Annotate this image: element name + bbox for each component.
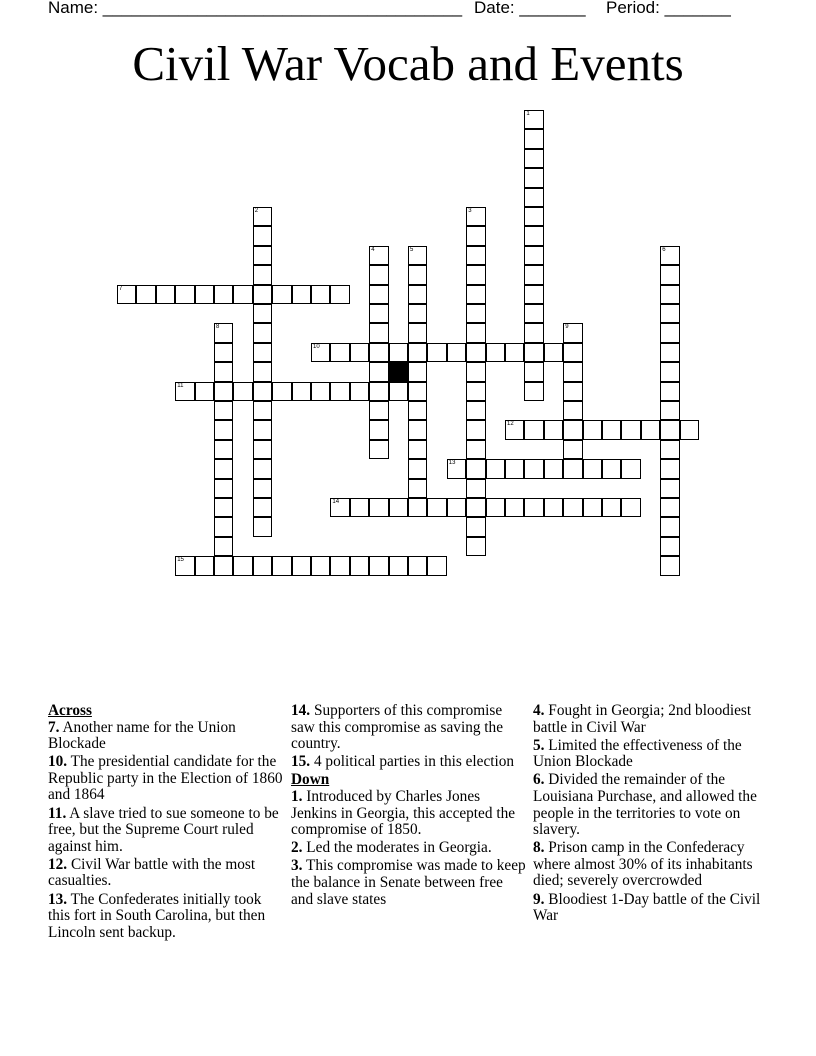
grid-cell[interactable] [408, 459, 427, 478]
grid-cell[interactable] [408, 323, 427, 342]
grid-cell[interactable] [524, 129, 543, 148]
grid-cell[interactable] [660, 517, 679, 536]
grid-cell[interactable] [486, 498, 505, 517]
grid-cell[interactable] [466, 304, 485, 323]
clues-column-3 [533, 703, 769, 926]
grid-cell[interactable] [253, 382, 272, 401]
black-cell [389, 362, 408, 381]
clue-number: 1 [526, 111, 530, 117]
grid-cell[interactable] [408, 556, 427, 575]
grid-cell[interactable] [524, 382, 543, 401]
grid-cell[interactable] [524, 246, 543, 265]
grid-cell[interactable] [214, 323, 233, 342]
grid-cell[interactable] [389, 382, 408, 401]
grid-cell[interactable] [292, 285, 311, 304]
grid-cell[interactable] [408, 401, 427, 420]
grid-cell[interactable] [330, 498, 349, 517]
grid-cell[interactable] [563, 323, 582, 342]
grid-cell[interactable] [408, 440, 427, 459]
grid-cell[interactable] [583, 420, 602, 439]
grid-cell[interactable] [330, 343, 349, 362]
grid-cell[interactable] [311, 343, 330, 362]
grid-cell[interactable] [214, 382, 233, 401]
grid-cell[interactable] [195, 556, 214, 575]
grid-cell[interactable] [233, 382, 252, 401]
grid-cell[interactable] [369, 401, 388, 420]
grid-cell[interactable] [389, 556, 408, 575]
grid-cell[interactable] [311, 285, 330, 304]
grid-cell[interactable] [660, 459, 679, 478]
grid-cell[interactable] [524, 362, 543, 381]
grid-cell[interactable] [253, 362, 272, 381]
grid-cell[interactable] [524, 420, 543, 439]
grid-cell[interactable] [369, 265, 388, 284]
grid-cell[interactable] [292, 556, 311, 575]
name-field[interactable]: Name: ______________________________________ [48, 0, 463, 17]
grid-cell[interactable] [214, 343, 233, 362]
grid-cell[interactable] [660, 479, 679, 498]
grid-cell[interactable] [233, 285, 252, 304]
grid-cell[interactable] [660, 246, 679, 265]
grid-cell[interactable] [621, 459, 640, 478]
grid-cell[interactable] [660, 304, 679, 323]
grid-cell[interactable] [369, 382, 388, 401]
grid-cell[interactable] [408, 498, 427, 517]
grid-cell[interactable] [563, 362, 582, 381]
clue-across-15: 15. 4 political parties in this election [291, 753, 515, 771]
grid-cell[interactable] [544, 420, 563, 439]
grid-cell[interactable] [195, 285, 214, 304]
grid-cell[interactable] [563, 440, 582, 459]
clue-down-6: 6. Divided the remainder of the Louisiana Purchase, and allowed the people in the territories to vote on slavery. [533, 771, 757, 839]
grid-cell[interactable] [253, 420, 272, 439]
grid-cell[interactable] [369, 343, 388, 362]
grid-cell[interactable] [544, 459, 563, 478]
grid-cell[interactable] [369, 304, 388, 323]
grid-cell[interactable] [660, 556, 679, 575]
grid-cell[interactable] [427, 498, 446, 517]
grid-cell[interactable] [544, 343, 563, 362]
grid-cell[interactable] [408, 362, 427, 381]
clue-number: 13 [448, 460, 456, 467]
grid-cell[interactable] [447, 498, 466, 517]
grid-cell[interactable] [311, 382, 330, 401]
clue-down-4: 4. Fought in Georgia; 2nd bloodiest battle in Civil War [533, 702, 752, 736]
grid-cell[interactable] [466, 343, 485, 362]
grid-cell[interactable] [408, 343, 427, 362]
grid-cell[interactable] [602, 498, 621, 517]
grid-cell[interactable] [272, 285, 291, 304]
grid-cell[interactable] [253, 323, 272, 342]
grid-cell[interactable] [214, 479, 233, 498]
grid-cell[interactable] [524, 188, 543, 207]
grid-cell[interactable] [660, 265, 679, 284]
clues-column-1 [48, 703, 284, 943]
grid-cell[interactable] [156, 285, 175, 304]
grid-cell[interactable] [602, 420, 621, 439]
grid-cell[interactable] [253, 343, 272, 362]
clue-number: 3 [468, 208, 472, 214]
grid-cell[interactable] [408, 265, 427, 284]
grid-cell[interactable] [524, 343, 543, 362]
grid-cell[interactable] [524, 285, 543, 304]
clue-number: 14 [332, 499, 340, 505]
grid-cell[interactable] [641, 420, 660, 439]
grid-cell[interactable] [660, 537, 679, 556]
grid-cell[interactable] [408, 285, 427, 304]
clue-number: 10 [313, 343, 320, 350]
grid-cell[interactable] [583, 459, 602, 478]
grid-cell[interactable] [660, 362, 679, 381]
grid-cell[interactable] [544, 498, 563, 517]
grid-cell[interactable] [369, 285, 388, 304]
grid-cell[interactable] [466, 323, 485, 342]
grid-cell[interactable] [524, 265, 543, 284]
grid-cell[interactable] [253, 517, 272, 536]
clue-down-8: 8. Prison camp in the Confederacy where almost 30% of its inhabitants died; severely overcrowded [533, 839, 753, 890]
grid-cell[interactable] [505, 498, 524, 517]
clue-number: 5 [410, 246, 414, 253]
page-title: Civil War Vocab and Events [132, 36, 684, 91]
grid-cell[interactable] [175, 285, 194, 304]
grid-cell[interactable] [272, 382, 291, 401]
grid-cell[interactable] [660, 285, 679, 304]
grid-cell[interactable] [214, 498, 233, 517]
grid-cell[interactable] [486, 343, 505, 362]
grid-cell[interactable] [253, 226, 272, 245]
grid-cell[interactable] [330, 285, 349, 304]
grid-cell[interactable] [466, 401, 485, 420]
clue-across-11: 11. A slave tried to sue someone to be free, but the Supreme Court ruled against him. [48, 804, 279, 855]
grid-cell[interactable] [466, 246, 485, 265]
clue-down-2: 2. Led the moderates in Georgia. [291, 839, 492, 857]
clue-across-12: 12. Civil War battle with the most casualties. [48, 855, 256, 890]
grid-cell[interactable] [660, 343, 679, 362]
grid-cell[interactable] [563, 382, 582, 401]
grid-cell[interactable] [466, 459, 485, 478]
grid-cell[interactable] [583, 498, 602, 517]
grid-cell[interactable] [330, 382, 349, 401]
grid-cell[interactable] [214, 517, 233, 536]
grid-cell[interactable] [330, 556, 349, 575]
grid-cell[interactable] [466, 440, 485, 459]
grid-cell[interactable] [505, 459, 524, 478]
grid-cell[interactable] [466, 265, 485, 284]
grid-cell[interactable] [369, 420, 388, 439]
grid-cell[interactable] [524, 207, 543, 226]
grid-cell[interactable] [214, 440, 233, 459]
grid-cell[interactable] [466, 207, 485, 226]
grid-cell[interactable] [253, 556, 272, 575]
date-field[interactable]: Date: _______ [474, 0, 586, 17]
grid-cell[interactable] [505, 343, 524, 362]
grid-cell[interactable] [214, 459, 233, 478]
grid-cell[interactable] [311, 556, 330, 575]
period-field[interactable]: Period: _______ [606, 0, 731, 17]
grid-cell[interactable] [389, 343, 408, 362]
clue-down-3: 3. This compromise was made to keep the balance in Senate between free and slave states [291, 857, 526, 908]
grid-cell[interactable] [253, 401, 272, 420]
grid-cell[interactable] [427, 556, 446, 575]
grid-cell[interactable] [117, 285, 136, 304]
grid-cell[interactable] [524, 304, 543, 323]
grid-cell[interactable] [466, 498, 485, 517]
clue-down-5: 5. Limited the effectiveness of the Union Blockade [533, 736, 742, 771]
grid-cell[interactable] [214, 401, 233, 420]
grid-cell[interactable] [253, 459, 272, 478]
grid-cell[interactable] [175, 382, 194, 401]
grid-cell[interactable] [660, 440, 679, 459]
grid-cell[interactable] [524, 149, 543, 168]
grid-cell[interactable] [524, 168, 543, 187]
grid-cell[interactable] [369, 246, 388, 265]
grid-cell[interactable] [427, 343, 446, 362]
grid-cell[interactable] [175, 556, 194, 575]
grid-cell[interactable] [214, 556, 233, 575]
grid-cell[interactable] [350, 343, 369, 362]
grid-cell[interactable] [466, 479, 485, 498]
grid-cell[interactable] [369, 440, 388, 459]
grid-cell[interactable] [253, 440, 272, 459]
grid-cell[interactable] [660, 401, 679, 420]
grid-cell[interactable] [195, 382, 214, 401]
grid-cell[interactable] [524, 323, 543, 342]
grid-cell[interactable] [408, 420, 427, 439]
clue-across-13: 13. The Confederates initially took this fort in South Carolina, but then Lincoln sent backup. [48, 890, 266, 941]
clue-number: 11 [177, 382, 184, 389]
grid-cell[interactable] [466, 537, 485, 556]
clue-number: 4 [371, 246, 375, 253]
grid-cell[interactable] [136, 285, 155, 304]
grid-cell[interactable] [253, 207, 272, 226]
grid-cell[interactable] [253, 479, 272, 498]
grid-cell[interactable] [253, 246, 272, 265]
grid-cell[interactable] [466, 226, 485, 245]
grid-cell[interactable] [389, 498, 408, 517]
grid-cell[interactable] [466, 362, 485, 381]
grid-cell[interactable] [466, 420, 485, 439]
grid-cell[interactable] [272, 556, 291, 575]
grid-cell[interactable] [563, 420, 582, 439]
grid-cell[interactable] [408, 246, 427, 265]
grid-cell[interactable] [408, 304, 427, 323]
grid-cell[interactable] [214, 537, 233, 556]
grid-cell[interactable] [524, 498, 543, 517]
clue-across-7: 7. Another name for the Union Blockade [48, 718, 236, 753]
grid-cell[interactable] [505, 420, 524, 439]
grid-cell[interactable] [660, 420, 679, 439]
clue-number: 6 [662, 246, 666, 253]
clue-across-14: 14. Supporters of this compromise saw this compromise as saving the country. [291, 702, 503, 753]
grid-cell[interactable] [369, 556, 388, 575]
grid-cell[interactable] [233, 556, 252, 575]
grid-cell[interactable] [680, 420, 699, 439]
grid-cell[interactable] [466, 517, 485, 536]
grid-cell[interactable] [486, 459, 505, 478]
grid-cell[interactable] [660, 323, 679, 342]
grid-cell[interactable] [253, 304, 272, 323]
grid-cell[interactable] [369, 362, 388, 381]
across-heading: Across [48, 702, 92, 719]
grid-cell[interactable] [253, 285, 272, 304]
grid-cell[interactable] [660, 498, 679, 517]
grid-cell[interactable] [524, 226, 543, 245]
grid-cell[interactable] [447, 343, 466, 362]
clues-column-2 [291, 703, 527, 910]
grid-cell[interactable] [214, 285, 233, 304]
grid-cell[interactable] [524, 110, 543, 129]
grid-cell[interactable] [466, 382, 485, 401]
grid-cell[interactable] [524, 459, 543, 478]
grid-cell[interactable] [408, 479, 427, 498]
grid-cell[interactable] [621, 420, 640, 439]
grid-cell[interactable] [563, 401, 582, 420]
clue-number: 2 [254, 208, 259, 214]
clue-number: 12 [507, 421, 514, 428]
grid-cell[interactable] [350, 556, 369, 575]
clue-number: 8 [216, 324, 220, 331]
grid-cell[interactable] [563, 459, 582, 478]
clue-number: 15 [177, 557, 184, 564]
down-heading: Down [291, 771, 330, 789]
grid-cell[interactable] [447, 459, 466, 478]
grid-cell[interactable] [466, 285, 485, 304]
grid-cell[interactable] [214, 420, 233, 439]
clue-down-1: 1. Introduced by Charles Jones Jenkins in Georgia, this accepted the compromise of 1850. [291, 787, 516, 839]
clue-number: 9 [565, 324, 569, 331]
grid-cell[interactable] [369, 498, 388, 517]
clue-across-10: 10. The presidential candidate for the Republic party in the Election of 1860 and 1864 [48, 753, 283, 804]
grid-cell[interactable] [253, 265, 272, 284]
grid-cell[interactable] [563, 498, 582, 517]
grid-cell[interactable] [350, 382, 369, 401]
grid-cell[interactable] [292, 382, 311, 401]
grid-cell[interactable] [621, 498, 640, 517]
grid-cell[interactable] [602, 459, 621, 478]
grid-cell[interactable] [563, 343, 582, 362]
grid-cell[interactable] [350, 498, 369, 517]
grid-cell[interactable] [253, 498, 272, 517]
grid-cell[interactable] [408, 382, 427, 401]
grid-cell[interactable] [660, 382, 679, 401]
clue-number: 7 [119, 285, 123, 292]
grid-cell[interactable] [369, 323, 388, 342]
clue-down-9: 9. Bloodiest 1-Day battle of the Civil War [533, 890, 761, 925]
grid-cell[interactable] [214, 362, 233, 381]
